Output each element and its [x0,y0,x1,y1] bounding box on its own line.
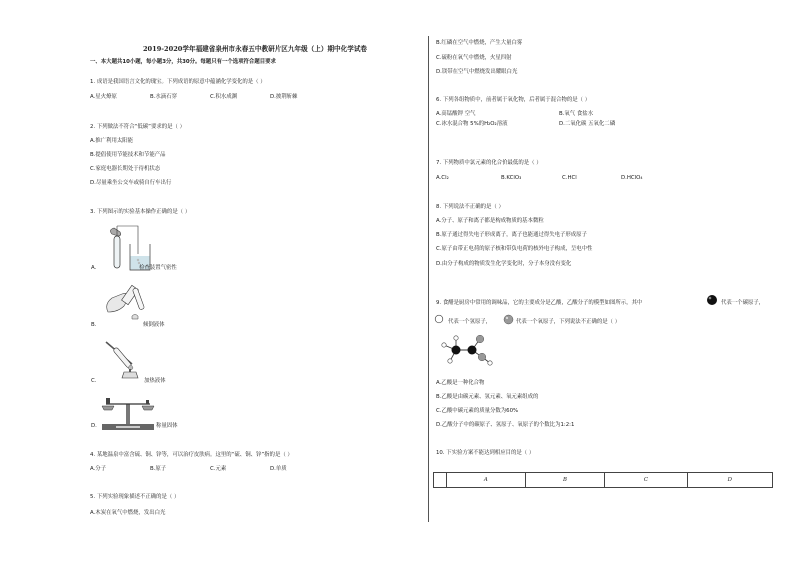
q4-option-c: C.元素 [210,466,227,472]
q9-option-b: B.乙酸是由碳元素、氢元素、氧元素组成的 [436,394,539,400]
q2-option-d: D.尽量乘坐公交车或骑自行车出行 [90,180,172,186]
pouring-liquid-figure [102,282,152,322]
q3-option-d-caption: 称量固体 [156,423,178,429]
q5-option-d: D.镁带在空气中燃烧发出耀眼白光 [436,69,518,75]
balance-weighing-figure [98,390,158,434]
q6-option-d: D.二氧化碳 五氧化二磷 [559,121,616,127]
q5-stem: 5. 下列实验现象描述不正确的是（ ） [90,494,180,500]
section-heading-note: 每题只有一个选项符合题目要求 [200,59,276,65]
q6-stem: 6. 下列各组物质中，前者属于氧化物，后者属于混合物的是（ ） [436,97,591,103]
q7-option-a: A.Cl₂ [436,175,449,181]
q3-option-b-caption: 倾倒液体 [143,322,165,328]
q7-option-c: C.HCl [562,175,577,181]
q8-option-a: A.分子、原子和离子都是构成物质的基本微粒 [436,218,544,224]
q6-option-a: A.高锰酸钾 空气 [436,111,476,117]
q7-option-d: D.HClO₄ [621,175,643,181]
q9-stem-line1 [436,300,642,307]
q3-option-b-letter: B. [91,322,97,328]
q3-option-a-letter: A. [91,265,97,271]
q2-option-c: C.家庭电器长期处于待机状态 [90,166,161,172]
table-row [434,473,773,488]
q2-option-b: B.提倡使用节能技术和节能产品 [90,152,166,158]
q9-stem-d: 代表一个氧原子，下列说法不正确的是（ ） [516,319,621,325]
q9-option-c: C.乙酸中碳元素的质量分数为60% [436,408,519,414]
q1-option-b: B.水滴石穿 [150,94,177,100]
q3-option-d-letter: D. [91,423,97,429]
q1-stem: 1. 成语是我国语言文化的瑰宝。下列成语的原意中蕴涵化学变化的是（ ） [90,79,266,85]
q5-option-b: B.红磷在空气中燃烧，产生大量白雾 [436,40,523,46]
table-header-a: A [447,473,526,488]
q7-option-b: B.KClO₃ [501,175,522,181]
q9-option-d: D.乙酸分子中的碳原子、氢原子、氧原子的个数比为1:2:1 [436,422,575,428]
heating-liquid-figure [98,338,148,384]
q8-option-b: B.原子通过得失电子形成离子，离子也能通过得失电子形成原子 [436,232,587,238]
column-divider [428,36,429,522]
q1-option-d: D.披荆斩棘 [270,94,298,100]
section-heading [90,59,276,66]
q3-stem: 3. 下列图示的实验基本操作正确的是（ ） [90,209,191,215]
table-cell [434,473,447,488]
page-title: 2019-2020学年福建省泉州市永春五中教研片区九年级（上）期中化学试卷 [142,45,368,53]
q10-options-table [433,472,773,488]
q9-option-a: A.乙酸是一种化合物 [436,380,485,386]
q9-stem-c: 代表一个氢原子， [448,319,492,325]
table-header-d: D [687,473,772,488]
q4-option-d: D.单质 [270,466,287,472]
q7-stem: 7. 下列物质中氯元素的化合价最低的是（ ） [436,160,542,166]
q10-stem: 10. 下实验方案不能达到相应目的是（ ） [436,450,535,456]
q4-option-b: B.原子 [150,466,167,472]
q1-option-a: A.星火燎原 [90,94,117,100]
q2-option-a: A.推广利用太阳能 [90,138,134,144]
section-heading-main: 一、本大题共10小题，每小题3分，共30分。 [90,59,201,65]
q4-stem: 4. 某地温泉中富含硫、铜、锌等，可以治疗皮肤病。这里的“硫、铜、锌”指的是（ ） [90,452,293,458]
q5-option-a: A.木炭在氧气中燃烧，发出白光 [90,510,166,516]
q2-stem: 2. 下列做法不符合“低碳”要求的是（ ） [90,124,186,130]
q3-option-c-caption: 加热液体 [144,378,166,384]
q9-stem-b: 代表一个碳原子， [721,300,765,306]
q3-option-c-letter: C. [91,378,97,384]
table-header-c: C [605,473,687,488]
q6-option-b: B.氧气 食盐水 [559,111,594,117]
q3-option-a-caption: 检查装置气密性 [139,265,177,271]
q8-option-c: C.原子由带正电荷的原子核和带负电荷的核外电子构成，呈电中性 [436,246,593,252]
q8-stem: 8. 下列说法不正确的是（ ） [436,204,504,210]
oxygen-atom-icon [503,314,514,325]
q6-option-c: C.冰水混合物 5%的H₂O₂溶液 [436,121,508,127]
hydrogen-atom-icon [434,314,444,324]
carbon-atom-icon [706,294,718,306]
q5-option-c: C.硫粉在氧气中燃烧，火星四射 [436,55,512,61]
q1-option-c: C.积水成渊 [210,94,238,100]
acetic-acid-molecule-figure [436,333,496,369]
q8-option-d: D.由分子构成的物质发生化学变化时，分子本身没有变化 [436,261,572,267]
q4-option-a: A.分子 [90,466,107,472]
q9-stem-a: 9. 食醋是厨房中常用的调味品，它的主要成分是乙酸，乙酸分子的模型如图所示，其中 [436,300,643,306]
table-header-b: B [525,473,605,488]
